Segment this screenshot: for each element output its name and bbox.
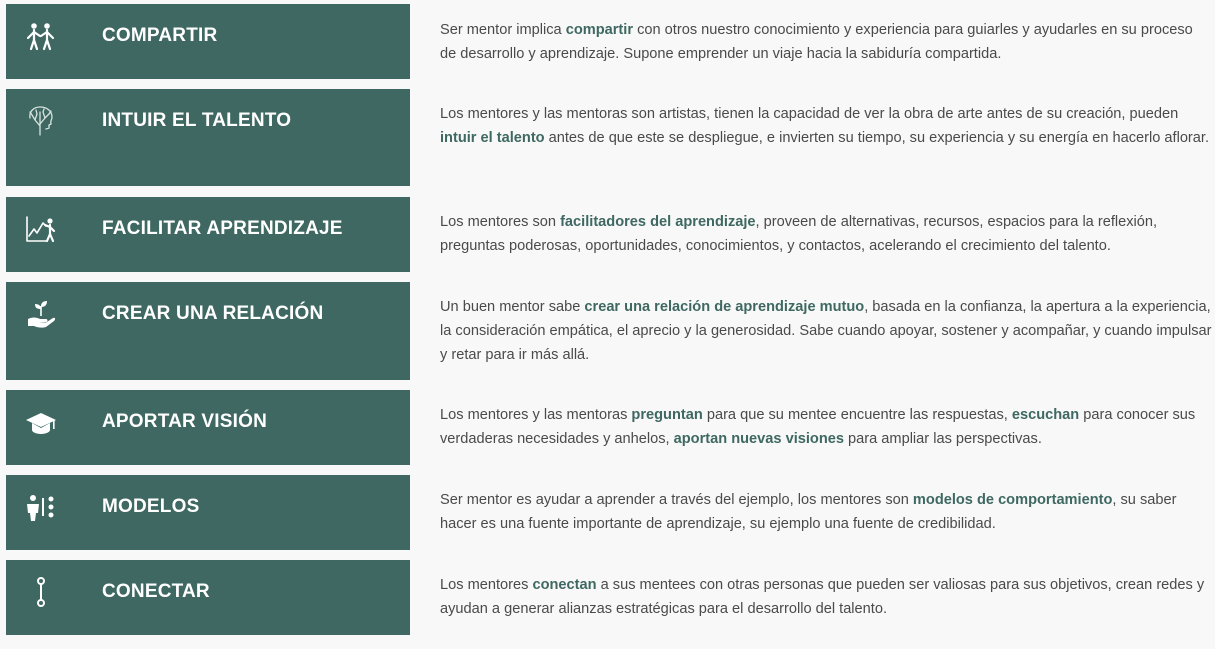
item-description: Los mentores y las mentoras preguntan para que su mentee encuentre las respuestas, escuchan para conocer sus verdaderas necesidades y anhelos, aportan nuevas visiones para ampliar las perspectivas.	[440, 407, 1196, 447]
highlight-text: preguntan	[631, 407, 703, 423]
card-title: CONECTAR	[102, 581, 210, 602]
card-title: INTUIR EL TALENTO	[102, 110, 292, 131]
highlight-text: modelos de comportamiento	[912, 492, 1113, 508]
growth-chart-person-icon	[24, 212, 58, 246]
item-description: Un buen mentor sabe crear una relación de aprendizaje mutuo, basada en la confianza, la apertura a la experiencia, la consideración empática, el aprecio y la generosidad. Sabe cuando apoyar, sostener y acompañar, y cuando impulsar y retar para ir más allá.	[440, 299, 1212, 363]
graduation-cap-icon	[24, 405, 58, 439]
tree-head-icon	[24, 104, 58, 138]
card-title: APORTAR VISIÓN	[102, 411, 268, 432]
card-intuir-el-talento[interactable]	[6, 89, 410, 186]
card-title: FACILITAR APRENDIZAJE	[102, 218, 343, 239]
people-holding-hands-icon	[24, 19, 58, 53]
card-title: MODELOS	[102, 496, 200, 517]
hand-sprout-icon	[24, 297, 58, 331]
item-description: Los mentores y las mentoras son artistas, tienen la capacidad de ver la obra de arte antes de su creación, pueden intuir el talento antes de que este se despliegue, e invierten su tiempo, su experiencia y su energía en hacerlo aflorar.	[440, 106, 1210, 146]
card-facilitar-aprendizaje[interactable]	[6, 197, 410, 272]
item-description: Los mentores conectan a sus mentees con otras personas que pueden ser valiosas para sus objetivos, crean redes y ayudan a generar alianzas estratégicas para el desarrollo del talento.	[440, 577, 1205, 617]
highlight-text: compartir	[565, 22, 634, 38]
highlight-text: aportan nuevas visiones	[673, 431, 844, 447]
person-bulb-icon	[24, 490, 58, 524]
card-compartir[interactable]	[6, 4, 410, 79]
card-modelos[interactable]	[6, 475, 410, 550]
card-aportar-vision[interactable]	[6, 390, 410, 465]
card-crear-una-relacion[interactable]	[6, 282, 410, 380]
connector-link-icon	[24, 575, 58, 609]
item-description: Ser mentor es ayudar a aprender a través del ejemplo, los mentores son modelos de comportamiento, su saber hacer es una fuente importante de aprendizaje, su ejemplo una fuente de credibilidad.	[440, 492, 1177, 532]
highlight-text: conectan	[532, 577, 597, 593]
card-title: COMPARTIR	[102, 25, 218, 46]
highlight-text: facilitadores del aprendizaje	[560, 214, 756, 230]
highlight-text: escuchan	[1011, 407, 1080, 423]
item-description: Los mentores son facilitadores del aprendizaje, proveen de alternativas, recursos, espacios para la reflexión, preguntas poderosas, oportunidades, conocimientos, y contactos, acelerando el crecimiento del talento.	[440, 214, 1158, 254]
item-description: Ser mentor implica compartir con otros nuestro conocimiento y experiencia para guiarles y ayudarles en su proceso de desarrollo y aprendizaje. Supone emprender un viaje hacia la sabiduría compartida.	[440, 22, 1193, 62]
card-conectar[interactable]	[6, 560, 410, 635]
card-title: CREAR UNA RELACIÓN	[102, 303, 324, 324]
highlight-text: crear una relación de aprendizaje mutuo	[584, 299, 865, 315]
highlight-text: intuir el talento	[440, 130, 545, 146]
